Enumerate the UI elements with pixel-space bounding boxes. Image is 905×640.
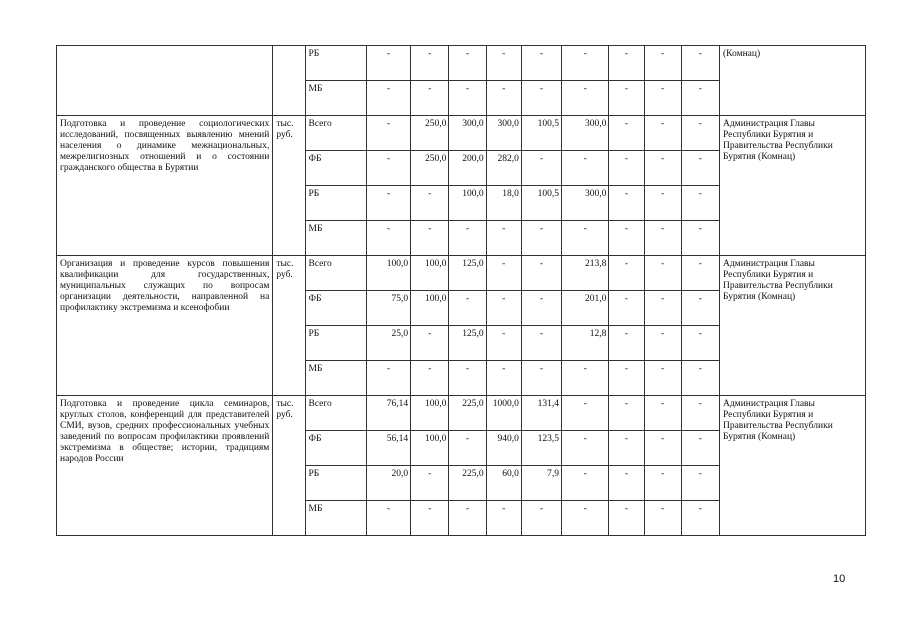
unit-cell: тыс. руб. xyxy=(273,396,305,536)
responsible-organization: Администрация Главы Республики Бурятия и Правительства Республики Бурятия (Комнац) xyxy=(719,256,865,396)
value-cell: - xyxy=(562,431,609,466)
unit-cell: тыс. руб. xyxy=(273,116,305,256)
measure-description: Подготовка и проведение социологических исследований, посвященных выявлению мнений населения о динамике межнациональных, межрелигиозных отношений и о состоянии гражданского общества в Бурятии xyxy=(57,116,273,256)
value-cell: - xyxy=(609,46,644,81)
value-cell: 60,0 xyxy=(486,466,521,501)
value-cell: - xyxy=(609,466,644,501)
value-cell: - xyxy=(411,81,449,116)
value-cell: 100,0 xyxy=(366,256,410,291)
value-cell: - xyxy=(609,186,644,221)
value-cell: - xyxy=(681,326,719,361)
value-cell: 131,4 xyxy=(521,396,561,431)
value-cell: - xyxy=(486,291,521,326)
value-cell: 213,8 xyxy=(562,256,609,291)
value-cell: 100,5 xyxy=(521,186,561,221)
value-cell: - xyxy=(609,431,644,466)
value-cell: - xyxy=(366,186,410,221)
funding-source: МБ xyxy=(305,361,366,396)
value-cell: - xyxy=(562,466,609,501)
responsible-organization: (Комнац) xyxy=(719,46,865,116)
value-cell: - xyxy=(562,396,609,431)
value-cell: 75,0 xyxy=(366,291,410,326)
value-cell: - xyxy=(609,256,644,291)
value-cell: - xyxy=(562,46,609,81)
value-cell: - xyxy=(609,291,644,326)
table-row xyxy=(57,116,866,151)
value-cell: - xyxy=(411,186,449,221)
value-cell: - xyxy=(681,221,719,256)
value-cell: - xyxy=(609,361,644,396)
value-cell: - xyxy=(681,396,719,431)
value-cell: 123,5 xyxy=(521,431,561,466)
responsible-organization: Администрация Главы Республики Бурятия и Правительства Республики Бурятия (Комнац) xyxy=(719,396,865,536)
funding-source: ФБ xyxy=(305,291,366,326)
funding-source: РБ xyxy=(305,46,366,81)
value-cell: - xyxy=(681,186,719,221)
value-cell: 250,0 xyxy=(411,116,449,151)
value-cell: 225,0 xyxy=(449,396,486,431)
value-cell: - xyxy=(644,221,681,256)
value-cell: - xyxy=(644,151,681,186)
value-cell: - xyxy=(681,501,719,536)
value-cell: - xyxy=(644,501,681,536)
value-cell: - xyxy=(562,501,609,536)
value-cell: - xyxy=(411,361,449,396)
value-cell: - xyxy=(681,256,719,291)
value-cell: - xyxy=(562,151,609,186)
value-cell: - xyxy=(449,81,486,116)
value-cell: - xyxy=(449,46,486,81)
value-cell: - xyxy=(609,81,644,116)
table-row xyxy=(57,256,866,291)
funding-source: РБ xyxy=(305,466,366,501)
value-cell: - xyxy=(366,221,410,256)
value-cell: - xyxy=(521,291,561,326)
value-cell: 18,0 xyxy=(486,186,521,221)
value-cell: - xyxy=(366,81,410,116)
value-cell: 25,0 xyxy=(366,326,410,361)
value-cell: - xyxy=(366,46,410,81)
value-cell: - xyxy=(486,221,521,256)
value-cell: 100,0 xyxy=(449,186,486,221)
value-cell: - xyxy=(609,326,644,361)
value-cell: 282,0 xyxy=(486,151,521,186)
value-cell: - xyxy=(681,361,719,396)
value-cell: - xyxy=(486,326,521,361)
funding-source: Всего xyxy=(305,256,366,291)
table-row xyxy=(57,46,866,81)
value-cell: 100,0 xyxy=(411,256,449,291)
value-cell: - xyxy=(681,81,719,116)
value-cell: - xyxy=(609,221,644,256)
value-cell: - xyxy=(644,256,681,291)
value-cell: - xyxy=(521,256,561,291)
value-cell: - xyxy=(486,361,521,396)
value-cell: - xyxy=(449,501,486,536)
funding-source: МБ xyxy=(305,221,366,256)
value-cell: 100,5 xyxy=(521,116,561,151)
value-cell: - xyxy=(609,501,644,536)
value-cell: 225,0 xyxy=(449,466,486,501)
funding-source: РБ xyxy=(305,326,366,361)
value-cell: - xyxy=(521,151,561,186)
value-cell: 940,0 xyxy=(486,431,521,466)
value-cell: 7,9 xyxy=(521,466,561,501)
value-cell: 300,0 xyxy=(562,116,609,151)
value-cell: 56,14 xyxy=(366,431,410,466)
value-cell: 300,0 xyxy=(449,116,486,151)
funding-source: МБ xyxy=(305,501,366,536)
funding-source: РБ xyxy=(305,186,366,221)
funding-source: Всего xyxy=(305,116,366,151)
value-cell: 201,0 xyxy=(562,291,609,326)
value-cell: - xyxy=(411,501,449,536)
funding-source: ФБ xyxy=(305,431,366,466)
unit-cell xyxy=(273,46,305,116)
value-cell: - xyxy=(449,431,486,466)
measure-description xyxy=(57,46,273,116)
value-cell: - xyxy=(521,361,561,396)
responsible-organization: Администрация Главы Республики Бурятия и Правительства Республики Бурятия (Комнац) xyxy=(719,116,865,256)
value-cell: - xyxy=(366,151,410,186)
value-cell: - xyxy=(366,116,410,151)
value-cell: - xyxy=(411,326,449,361)
value-cell: - xyxy=(609,116,644,151)
value-cell: - xyxy=(366,501,410,536)
value-cell: 100,0 xyxy=(411,431,449,466)
value-cell: 300,0 xyxy=(562,186,609,221)
value-cell: - xyxy=(681,46,719,81)
program-table xyxy=(56,45,866,536)
value-cell: - xyxy=(411,221,449,256)
page-number: 10 xyxy=(833,573,846,585)
value-cell: - xyxy=(644,291,681,326)
value-cell: - xyxy=(644,46,681,81)
value-cell: - xyxy=(681,291,719,326)
value-cell: 100,0 xyxy=(411,291,449,326)
value-cell: - xyxy=(486,46,521,81)
value-cell: 20,0 xyxy=(366,466,410,501)
value-cell: - xyxy=(644,396,681,431)
measure-description: Организация и проведение курсов повышения квалификации для государственных, муниципальных служащих по вопросам организации деятельности, направленной на профилактику экстремизма и ксенофобии xyxy=(57,256,273,396)
value-cell: - xyxy=(521,326,561,361)
value-cell: - xyxy=(521,81,561,116)
value-cell: - xyxy=(644,326,681,361)
value-cell: - xyxy=(644,186,681,221)
value-cell: - xyxy=(681,151,719,186)
value-cell: - xyxy=(681,431,719,466)
value-cell: 250,0 xyxy=(411,151,449,186)
value-cell: - xyxy=(486,501,521,536)
value-cell: - xyxy=(521,46,561,81)
value-cell: - xyxy=(681,116,719,151)
value-cell: 1000,0 xyxy=(486,396,521,431)
funding-source: МБ xyxy=(305,81,366,116)
value-cell: - xyxy=(609,151,644,186)
value-cell: 76,14 xyxy=(366,396,410,431)
unit-cell: тыс. руб. xyxy=(273,256,305,396)
value-cell: 100,0 xyxy=(411,396,449,431)
value-cell: - xyxy=(681,466,719,501)
value-cell: - xyxy=(644,431,681,466)
measure-description: Подготовка и проведение цикла семинаров, круглых столов, конференций для представителей СМИ, вузов, средних профессиональных учебных заведений по вопросам профилактики проявлений экстремизма в обществе; истории, традициям народов России xyxy=(57,396,273,536)
value-cell: - xyxy=(644,116,681,151)
value-cell: - xyxy=(449,221,486,256)
value-cell: - xyxy=(449,361,486,396)
value-cell: - xyxy=(366,361,410,396)
funding-source: Всего xyxy=(305,396,366,431)
value-cell: - xyxy=(562,361,609,396)
value-cell: - xyxy=(644,361,681,396)
value-cell: - xyxy=(486,81,521,116)
value-cell: - xyxy=(562,221,609,256)
value-cell: 200,0 xyxy=(449,151,486,186)
value-cell: - xyxy=(521,501,561,536)
table-row xyxy=(57,396,866,431)
value-cell: - xyxy=(486,256,521,291)
value-cell: - xyxy=(609,396,644,431)
value-cell: - xyxy=(521,221,561,256)
value-cell: 300,0 xyxy=(486,116,521,151)
value-cell: 12,8 xyxy=(562,326,609,361)
value-cell: 125,0 xyxy=(449,326,486,361)
value-cell: - xyxy=(644,81,681,116)
value-cell: - xyxy=(449,291,486,326)
value-cell: - xyxy=(411,466,449,501)
value-cell: - xyxy=(644,466,681,501)
value-cell: 125,0 xyxy=(449,256,486,291)
value-cell: - xyxy=(411,46,449,81)
value-cell: - xyxy=(562,81,609,116)
funding-source: ФБ xyxy=(305,151,366,186)
